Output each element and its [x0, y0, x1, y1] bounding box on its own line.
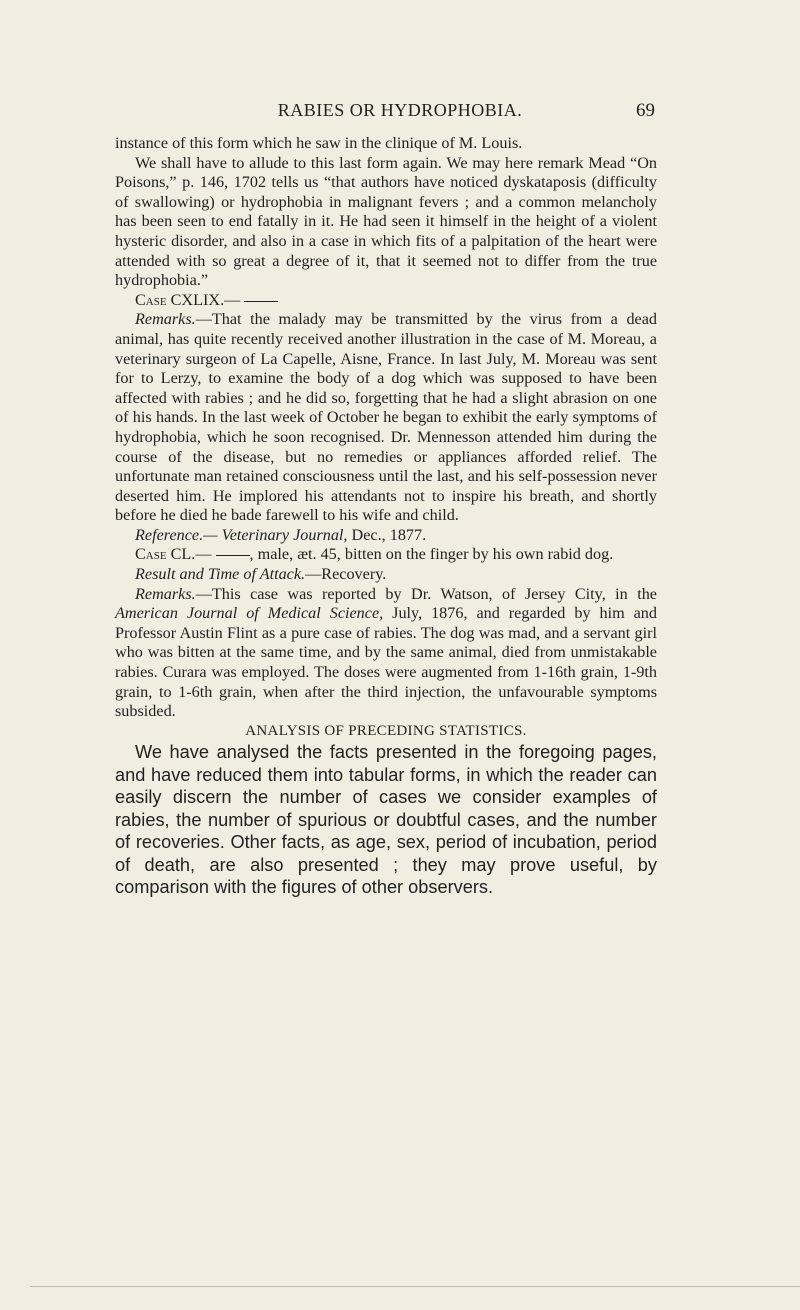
reference-date: Dec., 1877.: [347, 525, 427, 544]
page-number: 69: [636, 100, 655, 121]
case-name-dash: [216, 555, 250, 556]
remarks-text-b: July, 1876, and regarded by him and Professor Austin Flint as a pure case of rabies. The dog was mad, and a servant girl who was bitten at the same time, and by the same animal, died from unmistakable rabies. Curara was employed. The doses were augmented from 1-16th grain, 1-9th grain, to 1-6th grain, when after the third injection, the unfavourable symptoms subsided.: [115, 604, 657, 721]
bottom-rule: [30, 1286, 800, 1287]
case-description: , male, æt. 45, bitten on the finger by his own rabid dog.: [249, 545, 614, 564]
analysis-paragraph: We have analysed the facts presented in the foregoing pages, and have reduced them into tabular forms, in which the reader can easily discern the number of cases we consider examples of rabies, the number of spurious or doubtful cases, and the number of recoveries. Other facts, as age, sex, period of incubation, period of death, are also presented ; they may prove useful, by comparison with the figures of other observers.: [115, 742, 657, 898]
case-cxlix-heading: [115, 291, 657, 311]
case-name-dash: [244, 301, 278, 302]
paragraph-mead-quote: We shall have to allude to this last form again. We may here remark Mead “On Poisons,” p. 146, 1702 tells us “that authors have noticed dyskataposis (difficulty of swallowing) or hydrophobia in malignant fevers ; and a common melancholy has been seen to end fatally in it. He had seen it himself in the height of a violent hysteric disorder, and also in a case in which fits of a palpitation of the heart were attended with so great a degree of it, that it seemed not to differ from the true hydrophobia.”: [115, 153, 657, 290]
remarks-text-a: —This case was reported by Dr. Watson, of Jersey City, in the: [195, 584, 657, 603]
result-label: Result and Time of Attack.: [135, 565, 306, 584]
remarks-label: Remarks.: [135, 584, 196, 603]
paragraph-continuation: instance of this form which he saw in the clinique of M. Louis.: [115, 134, 523, 152]
case-cl-heading: [115, 545, 657, 565]
section-heading: ANALYSIS OF PRECEDING STATISTICS.: [245, 722, 527, 739]
remarks-text: —That the malady may be transmitted by the virus from a dead animal, has quite recently received another illustration in the case of M. Moreau, a veterinary surgeon of La Capelle, Aisne, France. In last July, M. Moreau was sent for to Lerzy, to examine the body of a dog which was supposed to have been affected with rabies ; and he did so, forgetting that he had a slight abrasion on one of his hands. In the last week of October he began to exhibit the early symptoms of hydrophobia, which he soon recognised. Dr. Mennesson attended him during the course of the disease, but no remedies or appliances afforded relief. The unfortunate man retained consciousness until the last, and his self-possession never deserted him. He implored his attendants not to inspire his breath, and shortly before he died he bade farewell to his wife and child.: [115, 310, 657, 525]
result-text: —Recovery.: [305, 565, 387, 584]
remarks-label: Remarks.: [135, 310, 196, 329]
remarks-watson: [115, 585, 657, 722]
result-line: [115, 565, 657, 585]
journal-title: American Journal of Medical Science,: [115, 604, 384, 623]
case-label: Case CL.—: [135, 545, 212, 564]
reference-journal: — Veterinary Journal,: [203, 525, 348, 544]
remarks-moreau: [115, 310, 657, 526]
reference-label: Reference.: [135, 525, 204, 544]
running-head: RABIES OR HYDROPHOBIA.: [277, 100, 523, 120]
page-header: [0, 100, 800, 124]
page-body: [115, 134, 657, 899]
reference-line: [115, 526, 657, 546]
case-label: Case CXLIX.—: [135, 290, 241, 309]
